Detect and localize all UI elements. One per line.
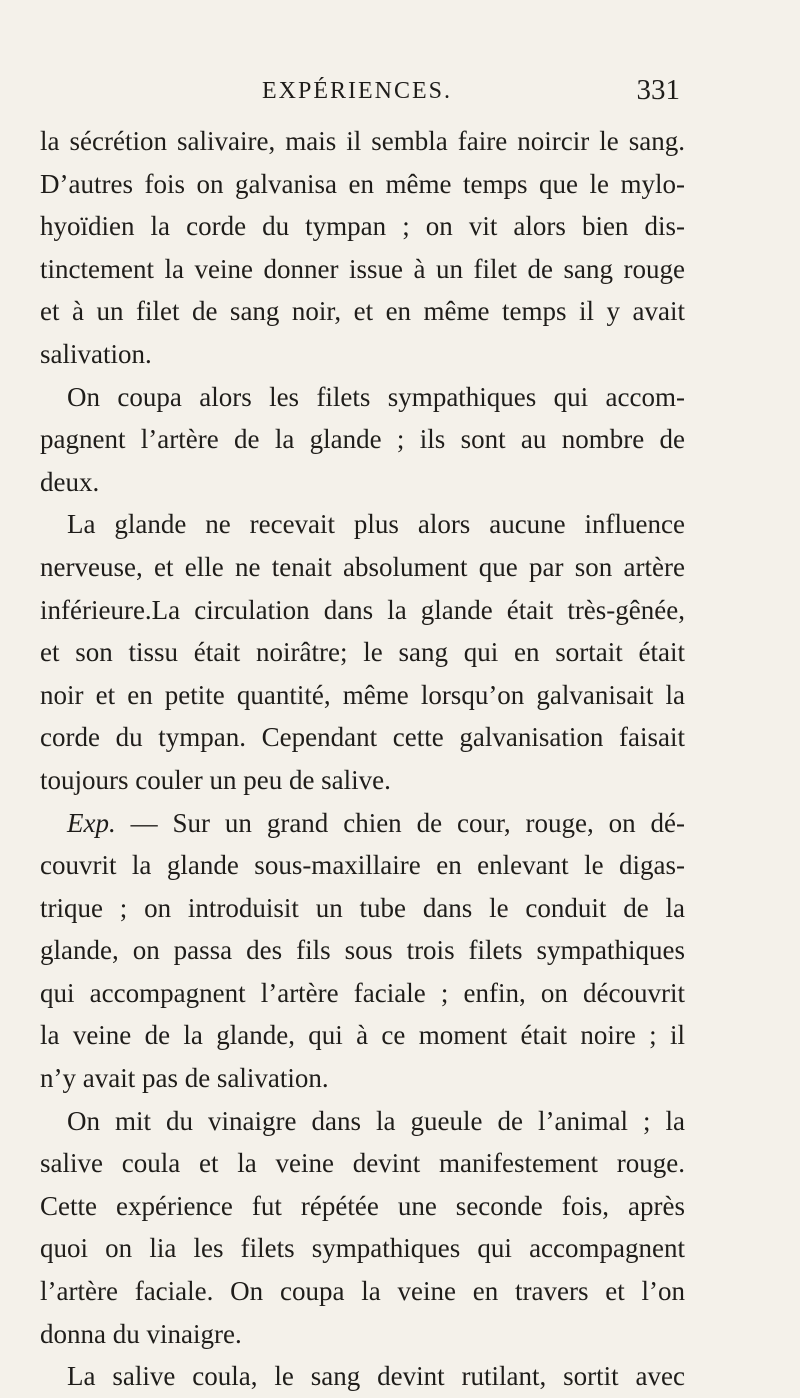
text-line: Exp. — Sur un grand chien de cour, rouge, on dé- [67, 807, 685, 838]
text-line: salive coula et la veine devint manifestement rouge. [40, 1148, 685, 1179]
text-line: et son tissu était noirâtre; le sang qui en sortait était [40, 637, 685, 668]
text-line: et à un filet de sang noir, et en même temps il y avait [40, 296, 685, 327]
text-line: donna du vinaigre. [40, 1318, 242, 1349]
text-line: On coupa alors les filets sympathiques qui accom- [67, 381, 685, 412]
text-line: qui accompagnent l’artère faciale ; enfin, on découvrit [40, 977, 685, 1008]
text-line: Cette expérience fut répétée une seconde fois, après [40, 1190, 685, 1221]
text-line: pagnent l’artère de la glande ; ils sont au nombre de [40, 424, 685, 455]
text-line: nerveuse, et elle ne tenait absolument que par son artère [40, 551, 685, 582]
running-head [40, 74, 680, 114]
page-number: 331 [636, 74, 680, 106]
text-line: inférieure.La circulation dans la glande était très-gênée, [40, 594, 685, 625]
text-line: l’artère faciale. On coupa la veine en travers et l’on [40, 1276, 685, 1307]
text-line: tinctement la veine donner issue à un filet de sang rouge [40, 253, 685, 284]
running-title: EXPÉRIENCES. [262, 78, 453, 104]
text-line: toujours couler un peu de salive. [40, 764, 391, 795]
text-line: deux. [40, 466, 100, 497]
text-line: couvrit la glande sous-maxillaire en enlevant le digas- [40, 850, 685, 881]
text-line: glande, on passa des fils sous trois filets sympathiques [40, 935, 685, 966]
text-line: salivation. [40, 338, 152, 369]
text-line: La salive coula, le sang devint rutilant, sortit avec [67, 1361, 685, 1392]
text-line: n’y avait pas de salivation. [40, 1063, 329, 1094]
text-line: noir et en petite quantité, même lorsqu’on galvanisait la [40, 679, 685, 710]
text-line: On mit du vinaigre dans la gueule de l’animal ; la [67, 1105, 685, 1136]
text-line: la veine de la glande, qui à ce moment était noire ; il [40, 1020, 685, 1051]
text-line: quoi on lia les filets sympathiques qui accompagnent [40, 1233, 685, 1264]
text-line: trique ; on introduisit un tube dans le conduit de la [40, 892, 685, 923]
exp-label: Exp. [67, 807, 116, 838]
body-text [40, 120, 685, 1398]
text-line: La glande ne recevait plus alors aucune influence [67, 509, 685, 540]
text-line: corde du tympan. Cependant cette galvanisation faisait [40, 722, 685, 753]
text-line: D’autres fois on galvanisa en même temps que le mylo- [40, 168, 685, 199]
text-line: hyoïdien la corde du tympan ; on vit alors bien dis- [40, 211, 685, 242]
text-line: la sécrétion salivaire, mais il sembla faire noircir le sang. [40, 126, 685, 156]
